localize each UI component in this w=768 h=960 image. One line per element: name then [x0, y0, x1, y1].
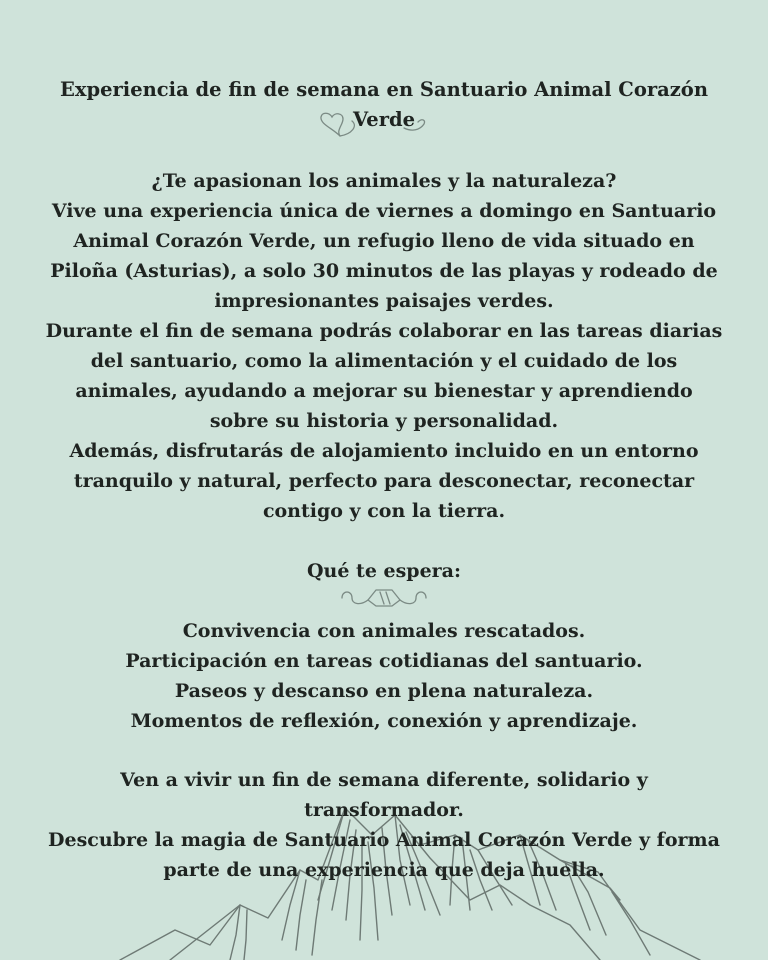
closing-line: transformador. — [304, 799, 464, 821]
ribbon-banner-icon — [338, 584, 430, 612]
list-item: Paseos y descanso en plena naturaleza. — [174, 680, 594, 702]
heart-swirl-icon — [312, 110, 432, 140]
intro-line: del santuario, como la alimentación y el cuidado de los — [90, 350, 678, 372]
intro-line: impresionantes paisajes verdes. — [214, 290, 554, 312]
intro-line: Además, disfrutarás de alojamiento incluido en un entorno — [69, 440, 699, 462]
intro-line: animales, ayudando a mejorar su bienestar y aprendiendo — [75, 380, 693, 402]
expect-heading: Qué te espera: — [306, 560, 462, 582]
closing-line: parte de una experiencia que deja huella. — [163, 859, 605, 881]
intro-line: sobre su historia y personalidad. — [209, 410, 559, 432]
title-line: Verde — [352, 108, 416, 131]
intro-line: Durante el fin de semana podrás colaborar en las tareas diarias — [45, 320, 723, 342]
closing-line: Ven a vivir un fin de semana diferente, solidario y — [120, 769, 648, 791]
intro-line: Animal Corazón Verde, un refugio lleno de vida situado en — [73, 230, 695, 252]
list-item: Convivencia con animales rescatados. — [182, 620, 586, 642]
closing-line: Descubre la magia de Santuario Animal Corazón Verde y forma — [48, 829, 720, 851]
list-item: Participación en tareas cotidianas del santuario. — [125, 650, 643, 672]
intro-line: tranquilo y natural, perfecto para desconectar, reconectar — [73, 470, 695, 492]
intro-line: contigo y con la tierra. — [262, 500, 506, 522]
list-item: Momentos de reflexión, conexión y aprendizaje. — [130, 710, 638, 732]
intro-line: Piloña (Asturias), a solo 30 minutos de las playas y rodeado de — [50, 260, 718, 282]
title-line: Experiencia de fin de semana en Santuario Animal Corazón — [60, 78, 708, 101]
intro-line: Vive una experiencia única de viernes a domingo en Santuario — [51, 200, 717, 222]
intro-line: ¿Te apasionan los animales y la naturaleza? — [151, 170, 617, 192]
